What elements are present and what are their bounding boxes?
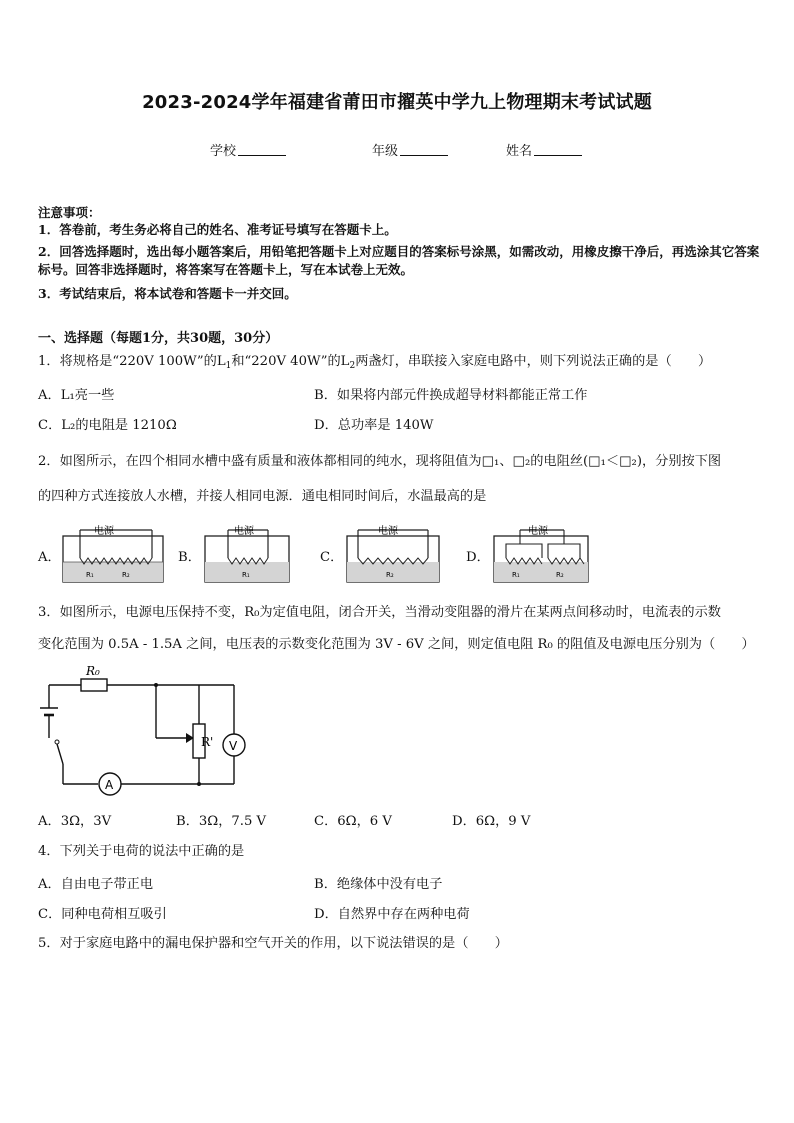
q1-option-c[interactable]: C．L₂的电阻是 1210Ω [38, 418, 177, 433]
q2-option-c-label[interactable]: C． [320, 550, 344, 565]
notes-heading: 注意事项： [38, 205, 101, 220]
name-blank[interactable] [534, 143, 582, 156]
q3-option-d[interactable]: D．6Ω，9 V [452, 814, 531, 829]
q1-sub2: 2 [349, 361, 356, 371]
q4-option-b[interactable]: B．绝缘体中没有电子 [314, 877, 443, 892]
q3-option-b[interactable]: B．3Ω，7.5 V [176, 814, 267, 829]
note-item-3: 3．考试结束后，将本试卷和答题卡一并交回。 [38, 286, 297, 301]
q2-option-d-label[interactable]: D． [466, 550, 490, 565]
question-2-line2: 的四种方式连接放人水槽，并接人相同电源．通电相同时间后，水温最高的是 [38, 489, 487, 504]
ammeter-label: A [105, 778, 114, 792]
q3-option-a[interactable]: A．3Ω，3V [38, 814, 112, 829]
question-5-stem: 5．对于家庭电路中的漏电保护器和空气开关的作用，以下说法错误的是（ ） [38, 936, 508, 951]
question-2-line1: 2．如图所示，在四个相同水槽中盛有质量和液体都相同的纯水，现将阻值为□₁、□₂的电阻丝(□₁＜□₂)，分别按下图 [38, 454, 722, 469]
question-4-stem: 4．下列关于电荷的说法中正确的是 [38, 844, 245, 859]
q1-option-b[interactable]: B．如果将内部元件换成超导材料都能正常工作 [314, 388, 588, 403]
q2d-r2: R₂ [556, 571, 564, 579]
q1-stem-c: 两盏灯，串联接入家庭电路中，则下列说法正确的是（ ） [355, 354, 712, 369]
school-field[interactable] [210, 140, 286, 159]
page-title: 2023-2024学年福建省莆田市擢英中学九上物理期末考试试题 [142, 92, 652, 113]
q4-option-c[interactable]: C．同种电荷相互吸引 [38, 907, 167, 922]
grade-field[interactable] [372, 140, 448, 159]
q2c-r2: R₂ [386, 571, 394, 579]
q2d-power-label: 电源 [528, 526, 548, 537]
note-item-1: 1．答卷前，考生务必将自己的姓名、准考证号填写在答题卡上。 [38, 222, 397, 237]
switch [57, 744, 63, 764]
q1-option-a[interactable]: A．L₁亮一些 [38, 388, 115, 403]
q2d-r1: R₁ [512, 571, 520, 579]
q1-sub1: 1 [225, 361, 232, 371]
q3-circuit-diagram [36, 660, 246, 800]
school-blank[interactable] [238, 143, 286, 156]
q2a-r2: R₂ [122, 571, 130, 579]
q2-figure-d [492, 524, 592, 586]
voltmeter-label: V [229, 739, 238, 753]
note-item-2: 2．回答选择题时，选出每小题答案后，用铅笔把答题卡上对应题目的答案标号涂黑，如需改动，用橡皮擦干净后，再选涂其它答案标号。回答非选择题时，将答案写在答题卡上，写在本试卷上无效。 [38, 244, 760, 277]
grade-label: 年级 [372, 144, 399, 159]
question-3-line1: 3．如图所示，电源电压保持不变，R₀为定值电阻，闭合开关，当滑动变阻器的滑片在某两点间移动时，电流表的示数 [38, 605, 721, 620]
q2-figure-c [344, 524, 444, 586]
question-3-line2: 变化范围为 0.5A - 1.5A 之间，电压表的示数变化范围为 3V - 6V 之间，则定值电阻 R₀ 的阻值及电源电压分别为（ ） [38, 637, 755, 652]
q2c-power-label: 电源 [378, 526, 398, 537]
section-heading: 一、选择题（每题1分，共30题，30分） [38, 331, 279, 346]
school-label: 学校 [210, 144, 237, 159]
q2-option-b-label[interactable]: B． [178, 550, 201, 565]
q4-option-a[interactable]: A．自由电子带正电 [38, 877, 154, 892]
q1-stem-b: 和“220V 40W”的L [231, 354, 350, 369]
question-1-stem [38, 352, 763, 376]
q2b-r1: R₁ [242, 571, 250, 579]
rheostat-label: R' [201, 735, 214, 749]
q2b-power-label: 电源 [234, 526, 254, 537]
q1-option-d[interactable]: D．总功率是 140W [314, 418, 434, 433]
name-label: 姓名 [506, 144, 533, 159]
q2a-r1: R₁ [86, 571, 94, 579]
q2a-power-label: 电源 [94, 526, 114, 537]
grade-blank[interactable] [400, 143, 448, 156]
r0-resistor [81, 679, 107, 691]
q1-stem-a: 1．将规格是“220V 100W”的L [38, 354, 226, 369]
q2-figure-b [202, 524, 292, 586]
q2-option-a-label[interactable]: A． [38, 550, 61, 565]
name-field[interactable] [506, 140, 582, 159]
r0-label: R₀ [86, 664, 100, 678]
q4-option-d[interactable]: D．自然界中存在两种电荷 [314, 907, 470, 922]
q3-option-c[interactable]: C．6Ω，6 V [314, 814, 392, 829]
q2-figure-a [60, 524, 170, 586]
